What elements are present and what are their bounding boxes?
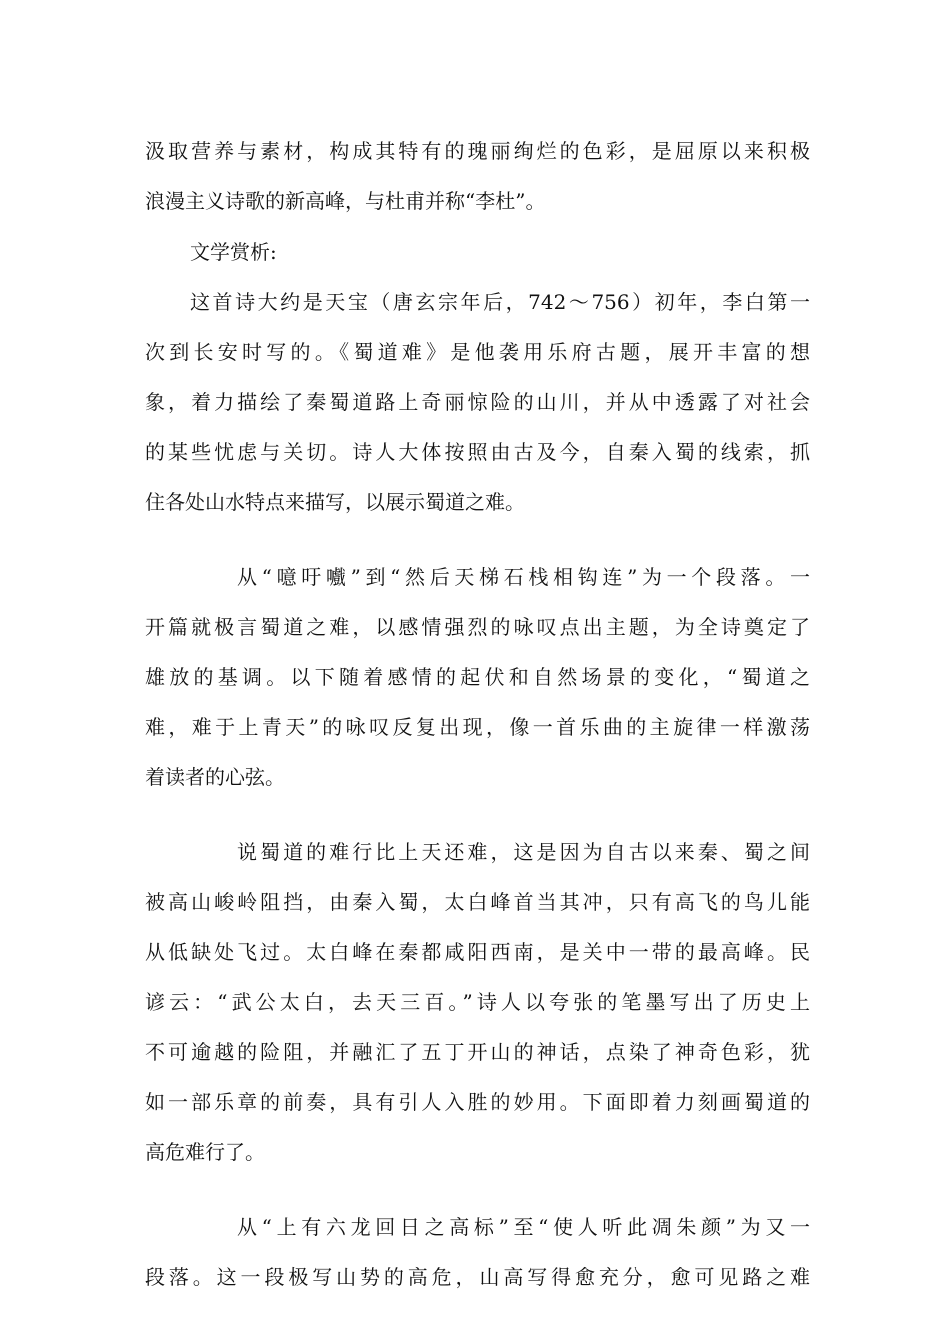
text-line: 次到长安时写的。《蜀道难》是他袭用乐府古题，展开丰富的想 [145,340,810,364]
text-line: 的某些忧虑与关切。诗人大体按照由古及今，自秦入蜀的线索，抓 [145,440,810,464]
text-line: 浪漫主义诗歌的新高峰，与杜甫并称“李杜”。 [145,189,546,213]
text-line: 从“噫吁嚱”到“然后天梯石栈相钩连”为一个段落。一 [237,565,810,589]
text-line: 难，难于上青天”的咏叹反复出现，像一首乐曲的主旋律一样激荡 [145,715,810,739]
text-line: 段落。这一段极写山势的高危，山高写得愈充分，愈可见路之难 [145,1265,810,1289]
text-line: 高危难行了。 [145,1140,265,1164]
text-line: 这首诗大约是天宝（唐玄宗年后，742～756）初年，李白第一 [190,290,810,314]
text-line: 象，着力描绘了秦蜀道路上奇丽惊险的山川，并从中透露了对社会 [145,390,810,414]
text-line: 开篇就极言蜀道之难，以感情强烈的咏叹点出主题，为全诗奠定了 [145,615,810,639]
text-line: 说蜀道的难行比上天还难，这是因为自古以来秦、蜀之间 [237,840,810,864]
text-line: 从“上有六龙回日之高标”至“使人听此凋朱颜”为又一 [237,1215,810,1239]
text-line: 被高山峻岭阻挡，由秦入蜀，太白峰首当其冲，只有高飞的鸟儿能 [145,890,810,914]
text-line: 不可逾越的险阻，并融汇了五丁开山的神话，点染了神奇色彩，犹 [145,1040,810,1064]
text-line: 着读者的心弦。 [145,765,285,789]
text-line: 住各处山水特点来描写，以展示蜀道之难。 [145,490,525,514]
text-line: 如一部乐章的前奏，具有引人入胜的妙用。下面即着力刻画蜀道的 [145,1090,810,1114]
section-heading: 文学赏析: [190,240,277,264]
text-line: 谚云：“武公太白，去天三百。”诗人以夸张的笔墨写出了历史上 [145,990,810,1014]
text-line: 雄放的基调。以下随着感情的起伏和自然场景的变化，“蜀道之 [145,665,810,689]
text-line: 汲取营养与素材，构成其特有的瑰丽绚烂的色彩，是屈原以来积极 [145,139,810,163]
text-line: 从低缺处飞过。太白峰在秦都咸阳西南，是关中一带的最高峰。民 [145,940,810,964]
